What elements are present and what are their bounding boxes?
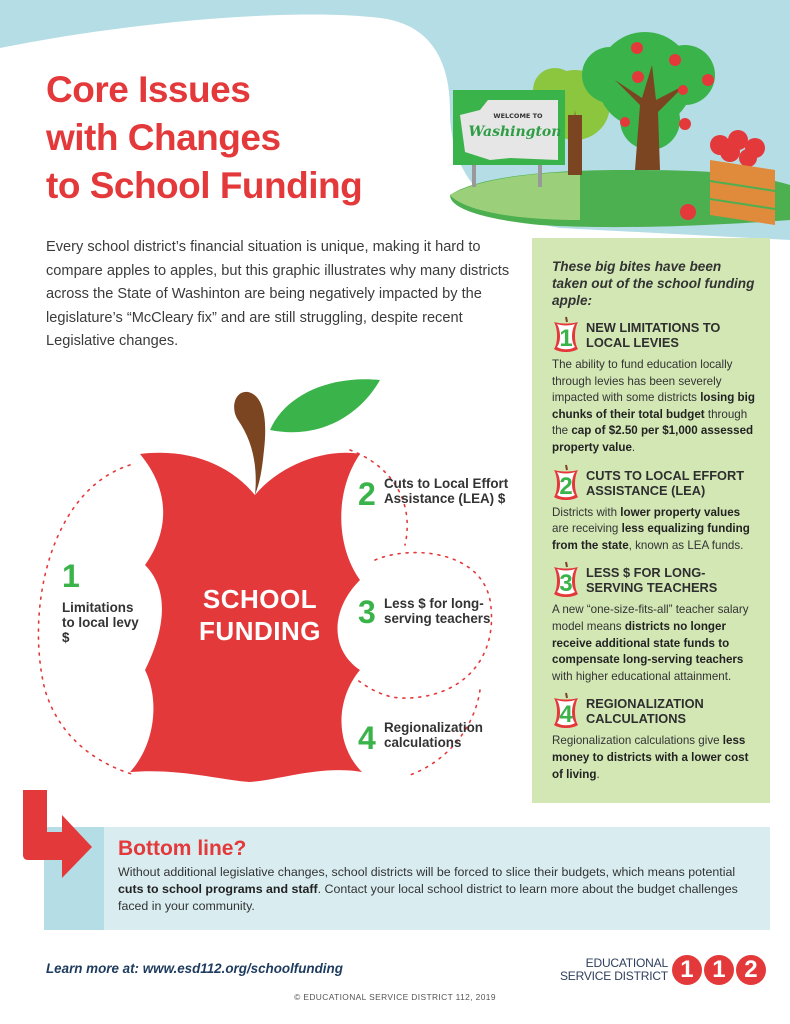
issue-4-title: REGIONALIZATION CALCULATIONS: [586, 696, 704, 727]
title-line-2: with Changes: [46, 117, 281, 158]
bite-2-label: Cuts to Local Effort Assistance (LEA) $: [384, 476, 509, 506]
school-funding-apple-diagram: [30, 370, 530, 790]
apple-core-3-icon: [552, 560, 580, 600]
bite-3-number: 3: [358, 594, 376, 630]
issue-2-body: Districts with lower property values are receiving less equalizing funding from the state, known as LEA funds.: [552, 505, 750, 552]
svg-text:3: 3: [559, 570, 573, 598]
bite-4-number: 4: [358, 720, 376, 756]
issue-item-3: [552, 560, 758, 685]
issue-2-title: CUTS TO LOCAL EFFORT ASSISTANCE (LEA): [586, 467, 745, 498]
panel-heading: These big bites have been taken out of the school funding apple:: [552, 259, 755, 308]
issue-4-body: Regionalization calculations give less money to districts with a lower cost of living.: [552, 734, 749, 781]
sign-welcome-text: WELCOME TO: [493, 112, 543, 120]
intro-paragraph: Every school district’s financial situation is unique, making it hard to compare apples to apples, but this graphic illustrates why many districts across the State of Washinton are being negatively impacted by the legislature’s “McCleary fix” and are still struggling, despite recent Legislative changes.: [46, 239, 510, 349]
learn-more-link[interactable]: Learn more at: www.esd112.org/schoolfunding: [46, 961, 343, 976]
svg-text:2: 2: [559, 472, 573, 500]
bent-arrow-icon: [20, 790, 100, 880]
apple-leaf: [270, 379, 380, 432]
page-title: [46, 66, 362, 210]
washington-orchard-illustration: [420, 20, 790, 230]
bite-1-label: Limitations to local levy $: [62, 600, 139, 645]
apple-core-4-icon: [552, 691, 580, 731]
svg-text:4: 4: [559, 701, 573, 729]
logo-digit-1: 1: [672, 955, 702, 985]
apple-core-1-icon: [552, 315, 580, 355]
svg-text:1: 1: [559, 325, 573, 352]
issue-1-body: The ability to fund education locally through levies has been severely impacted with some districts losing big chunks of their total budget through the cap of $2.50 per $1,000 assessed property value.: [552, 358, 755, 454]
issue-item-2: [552, 463, 758, 555]
issue-3-body: A new “one-size-fits-all” teacher salary model means districts no longer receive additional state funds to compensate long-serving teachers with higher educational attainment.: [552, 603, 749, 683]
copyright-text: © EDUCATIONAL SERVICE DISTRICT 112, 2019: [294, 992, 496, 1002]
title-line-3: to School Funding: [46, 165, 363, 206]
logo-text: EDUCATIONAL SERVICE DISTRICT: [560, 956, 668, 983]
bite-1-number: 1: [62, 558, 80, 594]
bite-4-label: Regionalization calculations: [384, 720, 483, 750]
bite-3-label: Less $ for long-serving teachers: [384, 596, 491, 626]
issue-1-title: NEW LIMITATIONS TO LOCAL LEVIES: [586, 320, 721, 350]
sign-washington-text: Washington: [468, 124, 562, 140]
bite-2-number: 2: [358, 476, 376, 512]
esd112-logo: [560, 953, 766, 987]
bottom-line-title: Bottom line?: [118, 837, 247, 860]
logo-digit-2: 1: [704, 955, 734, 985]
issue-item-1: [552, 315, 758, 457]
big-bites-panel: [532, 238, 770, 803]
issue-item-4: [552, 691, 758, 783]
title-line-1: Core Issues: [46, 69, 251, 110]
logo-digit-3: 2: [736, 955, 766, 985]
bottom-line-body: Without additional legislative changes, school districts will be forced to slice their budgets, which means potential cuts to school programs and staff. Contact your local school district to learn more about the budget challenges faced in your community.: [118, 865, 738, 913]
school-funding-label: SCHOOL FUNDING: [199, 584, 321, 646]
apple-core-2-icon: [552, 463, 580, 503]
issue-3-title: LESS $ FOR LONG-SERVING TEACHERS: [586, 565, 718, 596]
